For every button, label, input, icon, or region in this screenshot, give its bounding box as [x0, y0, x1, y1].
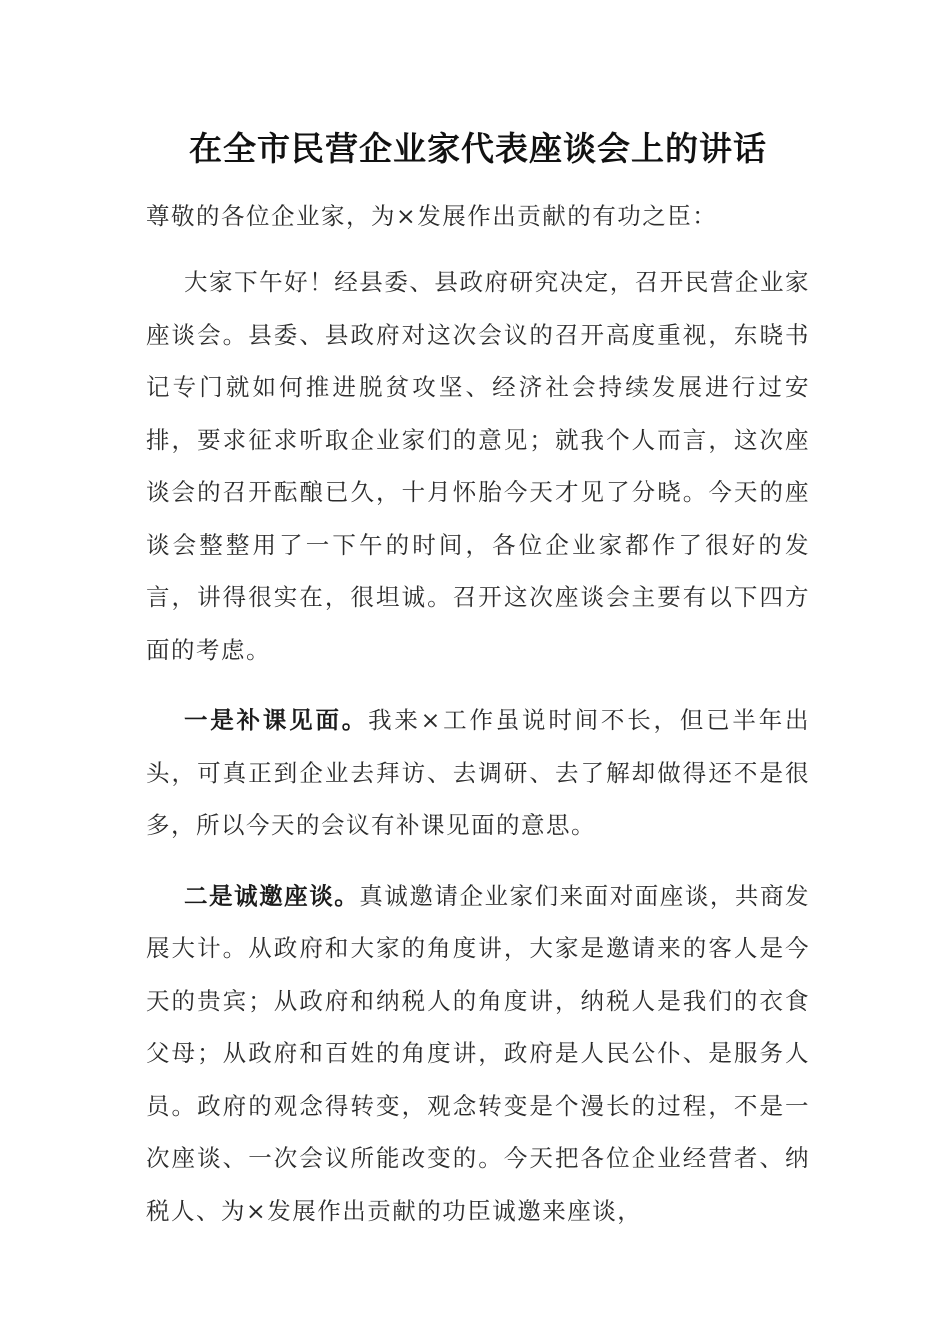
paragraph-text: 我来×工作虽说时间不长，但已半年出头，可真正到企业去拜访、去调研、去了解却做得还不是很多，所以今天的会议有补课见面的意思。: [146, 706, 810, 839]
paragraph-text: 大家下午好！经县委、县政府研究决定，召开民营企业家座谈会。县委、县政府对这次会议的召开高度重视，东晓书记专门就如何推进脱贫攻坚、经济社会持续发展进行过安排，要求征求听取企业家们的意见；就我个人而言，这次座谈会的召开酝酿已久，十月怀胎今天才见了分晓。今天的座谈会整整用了一下午的时间，各位企业家都作了很好的发言，讲得很实在，很坦诚。召开这次座谈会主要有以下四方面的考虑。: [146, 268, 810, 664]
document-page: [146, 120, 810, 1237]
paragraph-point-two: [146, 870, 810, 1238]
document-title: 在全市民营企业家代表座谈会上的讲话: [189, 129, 767, 168]
paragraph-lead: 一是补课见面。: [184, 706, 369, 734]
paragraph-lead: 二是诚邀座谈。: [184, 881, 360, 910]
paragraph-point-one: [146, 694, 810, 852]
paragraph-text: 真诚邀请企业家们来面对面座谈，共商发展大计。从政府和大家的角度讲，大家是邀请来的客人是今天的贵宾；从政府和纳税人的角度讲，纳税人是我们的衣食父母；从政府和百姓的角度讲，政府是人民公仆、是服务人员。政府的观念得转变，观念转变是个漫长的过程，不是一次座谈、一次会议所能改变的。今天把各位企业经营者、纳税人、为×发展作出贡献的功臣诚邀来座谈，: [146, 881, 811, 1225]
paragraph-opening: [146, 256, 810, 676]
greeting-line: 尊敬的各位企业家，为×发展作出贡献的有功之臣：: [146, 202, 718, 230]
